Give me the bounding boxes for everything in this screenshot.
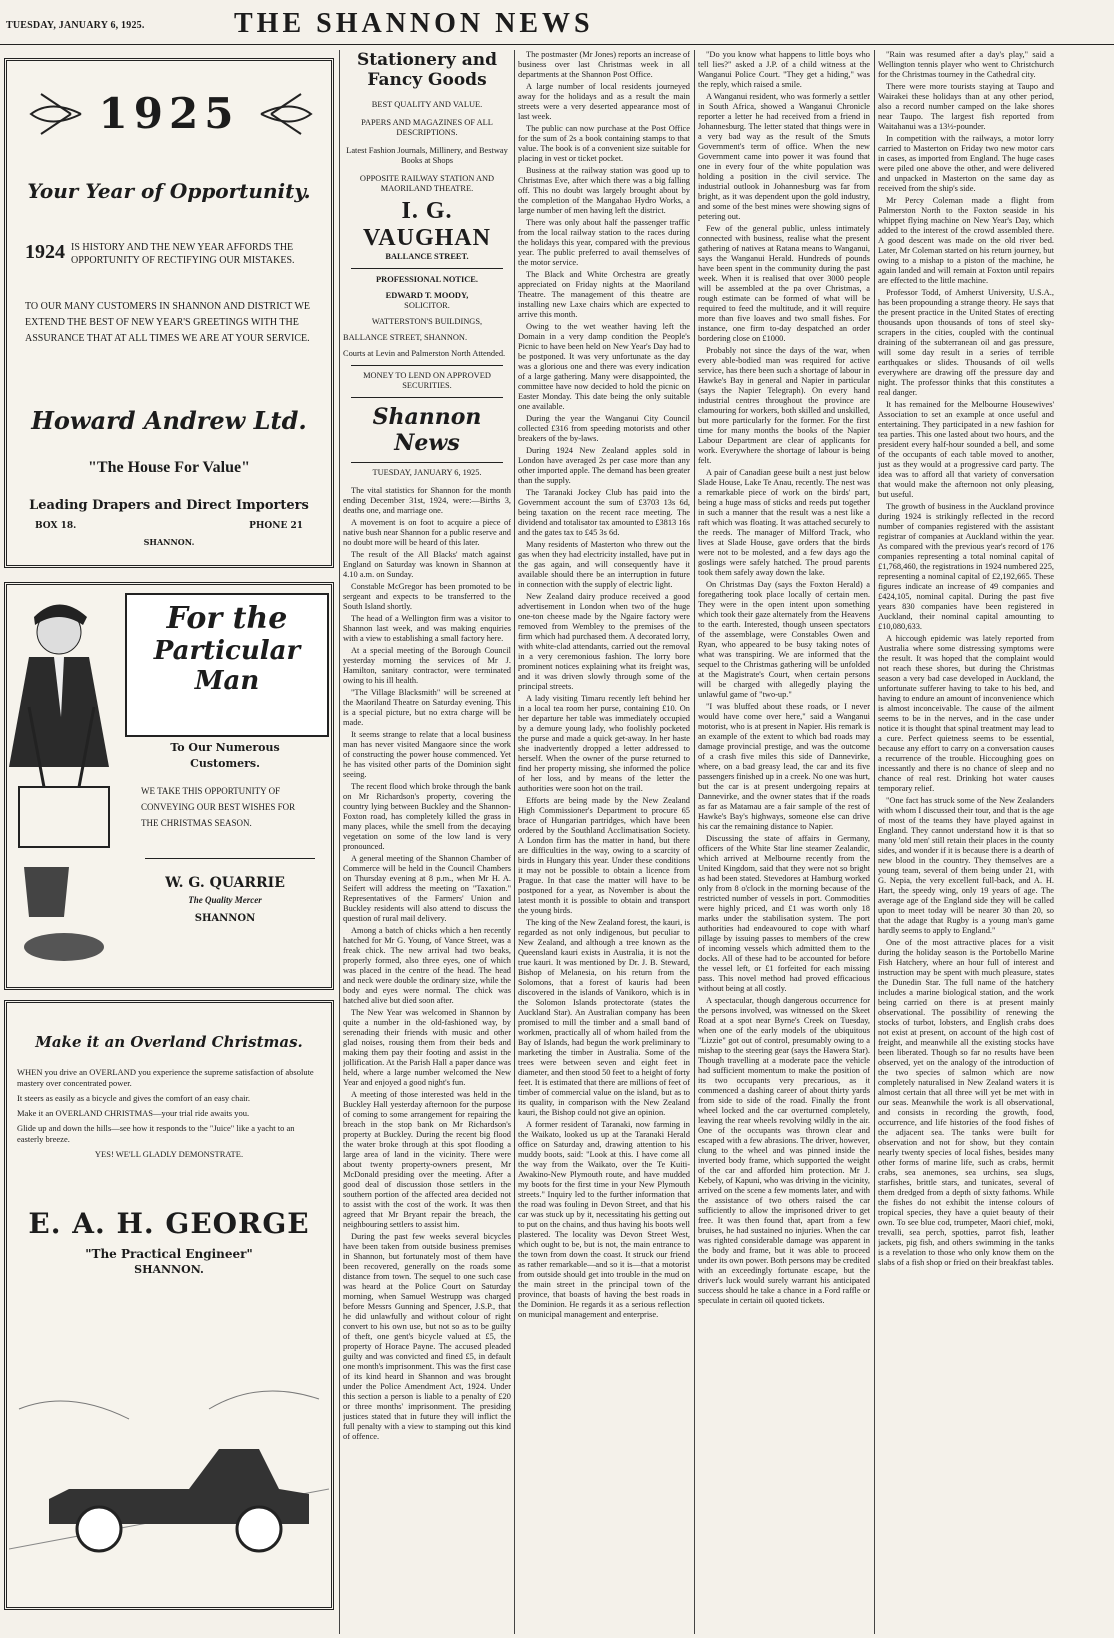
article: Owing to the wet weather having left the Domain in a very damp condition the People's Picnic to have been held on New Year's Day had to be postponed. It was very unfortunate as the day was a glorious one and there was every indication of a large gathering. Many were disappointed, the committee have now decided to hold the picnic on Easter Monday. This date being the only suitable one available.	[518, 322, 690, 411]
notice-bldg: WATTERSTON'S BUILDINGS,	[371, 317, 483, 326]
article: A pair of Canadian geese built a nest just below Slade House, Lake Te Anau, recently. The nest was a remarkable piece of work on the birds' part, being a huge mass of sticks and reeds put together in such a manner that the result was a nest like a raft which was floating. It was attached securely to the reeds. The manager of Milford Track, who lives at Slade House, gave orders that the birds were not to be molested, and a few days ago the goslings were safely hatched. The proud parents took them safely away down the lake.	[698, 468, 870, 577]
car-p5: YES! WE'LL GLADLY DEMONSTRATE.	[94, 1149, 244, 1159]
article: A Wanganui resident, who was formerly a settler in South Africa, showed a Wanganui Chronicle reporter a letter he had received from a friend in Johannesburg. The letter stated that things were in a very bad way as the result of the Smuts Government's term of office. When the new Government came into power it was found that one in every four of the white population was holding a position in the civil service. The industrial outlook in Johannesburg was far from bright, as it was dependent upon the gold industry, and some of the best mines were showing signs of petering out.	[698, 92, 870, 221]
stationery-title-2: Fancy Goods	[367, 70, 487, 90]
article: Many residents of Masterton who threw out the gas when they had electricity installed, have put in the gas again, and will consequently have it available should there be an interruption in future in connection with the supply of electric light.	[518, 540, 690, 589]
article: The head of a Wellington firm was a visitor to Shannon last week, and was making enquiries with a view to establishing a small factory here.	[343, 614, 511, 643]
stationery-l3: Latest Fashion Journals, Millinery, and Bestway Books at Shops	[346, 146, 508, 165]
article: In competition with the railways, a motor lorry carried to Masterton on Friday two new motor cars in cases, as imported from England. The huge cases were piled one above the other, and were delivered and unpacked in Masterton on the same day as received from the ship's side.	[878, 134, 1054, 193]
article: The Black and White Orchestra are greatly appreciated on Friday nights at the Maoriland Theatre. The management of this theatre are installing new Laxe chairs which are expected to arrive this month.	[518, 270, 690, 319]
article: The vital statistics for Shannon for the month ending December 31st, 1924, were:—Births 3, deaths one, and marriage one.	[343, 486, 511, 515]
notice-rule	[351, 365, 503, 366]
car-p3: Make it an OVERLAND CHRISTMAS—your trial ride awaits you.	[17, 1108, 250, 1118]
article: On Christmas Day (says the Foxton Herald) a foregathering took place locally of certain men. They were in the open intent upon something which took their gaze alternately from the Heavens to the earth. Interested, though unseen spectators of the assemblage, were Constables Owen and Ryan, who appeared to be busy taking notes of what was transpiring. We are informed that the sequel to the Christmas gathering will be unfolded at the Magistrate's Court, when certain persons will be charged with allegedly playing the unlawful game of "two-up."	[698, 580, 870, 699]
article: Probably not since the days of the war, when every able-bodied man was required for active service, has there been such a shortage of labour in Hawke's Bay in general and Napier in particular (says the Napier Telegraph). On every hand industrial centres throughout the province are clamouring for workers, both skilled and unskilled, but more particularly for the former. For the first time for many months the books of the Napier Labour Department are clear of applicants for work. Everywhere the shortage of labour is being felt.	[698, 346, 870, 465]
column-3	[698, 50, 870, 1634]
year-tagline: Your Year of Opportunity.	[27, 179, 311, 203]
header-rule	[0, 44, 1114, 45]
article: The New Year was welcomed in Shannon by quite a number in the old-fashioned way, by serenading their friends with music and other glad noises, rousing them from their beds and making them pay their footing and assist in the jollification. At the Parish Hall a paper dance was held, where a large number welcomed the New Year and enjoyed a good night's fun.	[343, 1008, 511, 1087]
article: Few of the general public, unless intimately connected with business, realise what the present gathering of natives at Ratana means to Wanganui, says the Wanganui Herald. Hundreds of pounds have been spent in the community during the past week. When it is realised that over 3000 people will be assembled at the pa over Christmas, a rough estimate can be formed of what will be required to feed the multitude, and it will require more than five loaves and two small fishes. For instance, one firm to-day despatched an order bordering close on £1000.	[698, 224, 870, 343]
article: It has remained for the Melbourne Housewives' Association to set an example at once useful and entertaining. They participated in a new fashion for tea parties. This one lasted about two hours, and the president every half-hour sounded a bell, and some of the occupants of each table moved to another, just as they would at a progressive card party. The idea was to afford all that variety of conversation that would make the afternoon not only pleasing, but useful.	[878, 400, 1054, 499]
article: A spectacular, though dangerous occurrence for the persons involved, was witnessed on the Skeet Road at a spot near Byrne's Creek on Tuesday, when one of the early models of the ubiquitous "Lizzie" got out of control, presumably owing to a mishap to the steering gear (says the Hawera Star). Though travelling at a moderate pace the vehicle had sufficient momentum to make the position of its two occupants very precarious, as it commenced a dashing career of about thirty yards from side to side of the road. Finally the front wheel locked and the car overturned completely, leaving the rear wheels revolving wildly in the air. One of the occupants was thrown clear and escaped with a few abrasions. The driver, however, clung to the wheel and was pinned inside the inverted body frame, which supported the weight of the car and afforded him protection. Mr J. Kebely, of Kapuni, who was driving in the vicinity, arrived on the scene a few moments later, and with the assistance of two others raised the car sufficiently to allow the imprisoned driver to get free. It was then found that, apart from a few bruises, he had sustained no injuries. When the car was righted considerable damage was apparent in the body and frame, but it was able to proceed under its own power. Both persons may be credited with an exceedingly fortunate escape, but the driver's luck would surely warrant his anticipated success should he take a chance in a Ford raffle or speculate in certain oil quoted tickets.	[698, 996, 870, 1305]
article: Constable McGregor has been promoted to be sergeant and expects to be transferred to the South Island shortly.	[343, 582, 511, 611]
notice-addr: BALLANCE STREET, SHANNON.	[343, 333, 468, 342]
article: A movement is on foot to acquire a piece of native bush near Shannon for a public reserve and no doubt more will be heard of this later.	[343, 518, 511, 547]
notice-title: PROFESSIONAL NOTICE.	[376, 275, 478, 284]
car-text	[17, 1067, 321, 1160]
man-body: WE TAKE THIS OPPORTUNITY OF CONVEYING OUR BEST WISHES FOR THE CHRISTMAS SEASON.	[141, 786, 296, 828]
firm-town: SHANNON.	[143, 537, 195, 547]
stationery-street: BALLANCE STREET.	[385, 252, 469, 261]
article: The postmaster (Mr Jones) reports an increase of business over last Christmas week in all departments at the Shannon Post Office.	[518, 50, 690, 79]
ad-howard-andrew	[4, 58, 334, 568]
article: The recent flood which broke through the bank on Mr Richardson's property, covering the country lying between Buckley and the Shannon-Foxton road, has completely killed the grass in many places, while the smell from the decaying vegetation on some of the low land is very pronounced.	[343, 782, 511, 851]
article: A large number of local residents journeyed away for the holidays and as a result the main streets were a very deserted appearance most of last week.	[518, 82, 690, 121]
article: "The Village Blacksmith" will be screened at the Maoriland Theatre on Saturday evening. This is a special picture, but no extra charge will be made.	[343, 688, 511, 727]
car-p4: Glide up and down the hills—see how it responds to the "Juice" like a yacht to an easterly breeze.	[17, 1123, 295, 1144]
article: There was only about half the passenger traffic from the local railway station to the races during the holidays this year, compared with the previous year. The public preferred to avail themselves of the motor service.	[518, 218, 690, 267]
car-title: Make it an Overland Christmas.	[35, 1033, 303, 1051]
notice-name: EDWARD T. MOODY,	[385, 291, 469, 300]
car-dealer-town: SHANNON.	[134, 1263, 204, 1276]
article: "Rain was resumed after a day's play," said a Wellington tennis player who went to Christchurch for the Christmas tourney in the Cathedral city.	[878, 50, 1054, 79]
masthead: THE SHANNON NEWS	[234, 8, 594, 39]
notice-money: MONEY TO LEND ON APPROVED SECURITIES.	[363, 371, 491, 390]
article: There were more tourists staying at Taupo and Wairakei these holidays than at any other period, also a record number camped on the lake shores near Taupo. The largest fish reported from Waitahanui was a 13½-pounder.	[878, 82, 1054, 131]
article: It seems strange to relate that a local business man has never visited Mangaore since the work of constructing the power house commenced. Yet he has visited other parts of the Dominion sight seeing.	[343, 730, 511, 779]
column-4	[878, 50, 1054, 1634]
masthead-2: Shannon News	[372, 404, 482, 456]
article: During the year the Wanganui City Council collected £316 from speeding motorists and other breakers of the by-laws.	[518, 414, 690, 443]
article: The result of the All Blacks' match against England on Saturday was known in Shannon at 4.10 a.m. on Sunday.	[343, 550, 511, 579]
article: A hiccough epidemic was lately reported from Australia where some distressing symptoms were the result. It was hoped that the complaint would not reach these shores, but during the Christmas season a very bad case developed in Auckland, the unfortunate sufferer having to take to his bed, and having to endure an amount of inconvenience which is almost inconceivable. The cause of the ailment seems to be in the nerves, and in the case under notice it is thought that spinal treatment may lead to a cure. Perfect quietness seems to be essential, because any effort to carry on a conversation causes a recurrence of the trouble. Hiccoughing goes on incessantly and there is no chance of sleep and no chance of real rest. Drinking hot water causes temporary relief.	[878, 634, 1054, 793]
column-1	[343, 50, 511, 1634]
column-rule-3	[694, 50, 695, 1634]
car-illustration	[9, 1289, 329, 1599]
column-2	[518, 50, 690, 1634]
stationery-title-1: Stationery and	[357, 50, 497, 70]
car-p1: WHEN you drive an OVERLAND you experience the supreme satisfaction of absolute mastery over concentrated power.	[17, 1067, 314, 1088]
man-greet-1: To Our Numerous	[170, 741, 280, 754]
header-date: TUESDAY, JANUARY 6, 1925.	[6, 20, 145, 31]
man-tag: The Quality Mercer	[188, 895, 262, 905]
article: A former resident of Taranaki, now farming in the Waikato, looked us up at the Taranaki Herald office on Saturday and, drawing attention to his muddy boots, said: "Look at this. I have come all the way from the Waikato, over the Te Kuiti-Awakino-New Plymouth route, and have mudded my boots for the first time in your New Plymouth streets." Inquiry led to the further information that the road was fouling in Devon Street, and that his car was stuck up by it, necessitating his getting out to put on the chains, and thus having his boots well plastered. The locality was Devon Street West, which ought to be, but is not, the main entrance to the town from down the coast. It struck our friend as rather remarkable—and so it is—that a motorist from outside should get into trouble in the mud on the main street in the principal town of the province, that boasts of having the best roads in the Dominion. He regards it as a serious reflection on municipal management and enterprise.	[518, 1120, 690, 1319]
firm-phone: PHONE 21	[249, 521, 303, 531]
stationery-l1: BEST QUALITY AND VALUE.	[371, 100, 483, 109]
article: The king of the New Zealand forest, the kauri, is regarded as not only indigenous, but peculiar to New Zealand, and although a tree known as the Queensland kauri exists in Australia, it is not the true kauri. It was mentioned by Dr. J. B. Steward, Bishop of Melanesia, on his return from the Solomons, that a forest of kauris had been discovered in the islands of Vanikoro, which is in the Solomon Islands protectorate (states the Auckland Star). An Australian company has been promised to mill the timber and a small band of workmen, practically all of whom hailed from the Bay of Islands, had begun the work preliminary to marketing the timber in Australia. Some of the trees were between seven and eight feet in diameter, and then stood 50 feet to a height of forty feet. It is estimated that there are millions of feet of timber of commercial value on the island, but as to its quality, in comparison with the New Zealand kauri, the Bishop could not give an opinion.	[518, 918, 690, 1117]
article: During 1924 New Zealand apples sold in London have averaged 2s per case more than any other imported apple. The demand has been greater than the supply.	[518, 446, 690, 485]
article: A meeting of those interested was held in the Buckley Hall yesterday afternoon for the purpose of coming to some arrangement for repairing the breach in the stop bank on Mr Richardson's property at Buckley. During the recent big flood the water broke through at this spot flooding a large area of land in the vicinity. There were about twenty property-owners present, Mr McDonald presiding over the meeting. After a good deal of discussion those settlers in the southern portion of the affected area decided not to assist with the cost of the work. It was then agreed that Mr Bryant repair the breach, the neighbouring settlers to assist him.	[343, 1090, 511, 1229]
notice-role: SOLICITOR.	[404, 301, 450, 310]
car-p2: It steers as easily as a bicycle and gives the comfort of an easy chair.	[17, 1093, 250, 1103]
article: At a special meeting of the Borough Council yesterday morning the services of Mr J. Hamilton, sanitary contractor, were terminated owing to his ill health.	[343, 646, 511, 685]
year-lead: 1924	[25, 241, 65, 263]
year-body-1-text: IS HISTORY AND THE NEW YEAR AFFORDS THE OPPORTUNITY OF RECTIFYING OUR MISTAKES.	[71, 242, 295, 266]
car-dealer: E. A. H. GEORGE	[28, 1207, 310, 1240]
man-title	[125, 593, 329, 737]
article: One of the most attractive places for a visit during the holiday season is the Portobello Marine Fish Hatchery, where an hour full of interest and instruction may be spent with much pleasure, states the Dunedin Star. The full name of the hatchery includes a marine biological station, and the work being carried on there is at present mainly observational. The possibility of renewing the stocks of turbot, lobsters, and English crabs does not exist at present, on account of the high cost of freight, and meanwhile all the existing stocks have been liberated. Though so far no results have been observed, yet on the analogy of the introduction of the two species of salmon which are now completely naturalised in New Zealand waters it is almost certain that all three will yet be met with in our seas. Meanwhile the work is all observational, and consists in recording the growth, food, occurrence, and life histories of the food fishes of the adjacent sea. The tanks were built for observation and not for show, but they contain nearly twenty species of local fishes, besides many other forms of marine life, such as crabs, hermit crabs, sea anemones, sea urchins, sea slugs, starfishes, brittle stars, and tunicates, several of them dredged from a depth of sixty fathoms. While the fishes do not exhibit the intense colours of tropical species, they have a quiet beauty of their own. To see blue cod, trumpeter, Maori chief, moki, trevalli, sea perch, spotties, parrot fish, leather jackets, pig fish, and others swimming in the tanks is a revelation to those who only know them on the slabs of a fish shop or fried on their breakfast tables.	[878, 938, 1054, 1267]
year-body-1	[25, 241, 315, 267]
firm-box: BOX 18.	[35, 521, 77, 531]
car-dealer-tag: "The Practical Engineer"	[85, 1247, 253, 1261]
article: New Zealand dairy produce received a good advertisement in London when two of the huge one-ton cheese made by the Ngaire factory were removed from Wembley to the premises of the firm which had purchased them. A decorated lorry, with white-clad attendants, carried out the removal in a very ceremonious fashion. The lorry bore prominent notices explaining what its freight was, and it was driven slowly through some of the principal streets.	[518, 592, 690, 691]
page-header	[0, 0, 1114, 44]
stationery-l4: OPPOSITE RAILWAY STATION AND MAORILAND THEATRE.	[359, 174, 495, 193]
man-title-2: Particular Man	[153, 636, 301, 696]
article: A general meeting of the Shannon Chamber of Commerce will be held in the Council Chambers on Thursday evening at 8 p.m., when Mr H. A. Seifert will address the meeting on "Taxation." Representatives of the Farmers' Union and Buckley residents will also attend to discuss the question of rural mail delivery.	[343, 854, 511, 923]
stationery-name: I. G. VAUGHAN	[363, 198, 491, 251]
year-body-2: TO OUR MANY CUSTOMERS IN SHANNON AND DISTRICT WE EXTEND THE BEST OF NEW YEAR'S GREETINGS WITH THE ASSURANCE THAT AT ALL TIMES WE ARE AT YOUR SERVICE.	[25, 301, 311, 344]
firm-motto: "The House For Value"	[88, 459, 250, 476]
ad-quarrie	[4, 582, 334, 990]
gentleman-illustration	[9, 587, 129, 987]
stationery-rule	[351, 268, 503, 269]
notice-rule-2	[351, 397, 503, 398]
article: Efforts are being made by the New Zealand High Commissioner's Department to procure 65 brace of Hungarian partridges, which have been ordered by the Southland Acclimatisation Society. A London firm has the matter in hand, but there are difficulties in the way, owing to a scarcity of birds in Hungary this year. Under these conditions it may not be possible to obtain a licence from Prague. In that case the matter will have to be postponed for a year, as November is about the latest month it is possible to obtain and transport the young birds.	[518, 796, 690, 915]
ad-overland	[4, 1000, 334, 1610]
article: "I was bluffed about these roads, or I never would have come over here," said a Wanganui motorist, who is at present in Napier. His remark is an example of the extent to which bad roads may damage provincial prestige, and was the outcome of a crash five miles this side of Dannevirke, where, on a bad greasy lead, the car and its five passengers finished up in a creek. No one was hurt, but the car is at present undergoing repairs at Dannevirke, and the owner states that if the roads as far as Matamau are a fair sample of the rest of Hawke's Bay's highways, someone else can drive his car the remaining distance to Napier.	[698, 702, 870, 831]
article: The Taranaki Jockey Club has paid into the Government account the sum of £3703 13s 6d, being taxation on the recent race meeting. The dividend and totalisator tax amounted to £3813 16s and the gates tax to £45 3s 6d.	[518, 488, 690, 537]
article: The growth of business in the Auckland province during 1924 is strikingly reflected in the record number of companies registered with the assistant registrar of companies at Auckland within the year. As compared with the previous year's record of 176 companies representing a total nominal capital of £1,768,460, the registrations in 1924 numbered 225, representing a nominal capital of £2,192,665. These figures indicate an increase of 49 companies and £424,105, nominal capital. During the past five years 830 companies have been registered in Auckland, their nominal capital amounting to £10,080,633.	[878, 502, 1054, 631]
man-greet-2: Customers.	[190, 757, 260, 770]
man-rule	[145, 858, 315, 859]
man-title-1: For the	[166, 601, 288, 636]
article: A lady visiting Timaru recently left behind her in a local tea room her purse, containing £10. On her departure her table was immediately occupied by a demure young lady, who foolishly pocketed the purse and made a quick get-away. In her haste she inadvertently dropped a letter addressed to herself. When the owner of the purse returned to find her property missing, she informed the police of her loss, and by means of the letter the authorities were soon hot on the trail.	[518, 694, 690, 793]
article: During the past few weeks several bicycles have been taken from outside business premises in Shannon, but fortunately most of them have been recovered, generally on the roads some distance from town. The sequel to one such case was heard at the Police Court on Saturday morning, when Samuel Westrupp was charged before Messrs Gunning and Spencer, J.S.P., that he did unlawfully and without colour of right convert to his own use, but not so as to be guilty of theft, one gent's bicycle valued at £5, the property of Horace Payne. The accused pleaded guilty and was convicted and fined £5, in default one month's imprisonment. This was the first case of its kind heard in Shannon and was brought under the Police Amendment Act, 1924. Under this section a person is liable to a penalty of £20 or three months' imprisonment. The presiding justices stated that in future they will inflict the full penalty with a view to stamping out this kind of offence.	[343, 1232, 511, 1441]
article: "Do you know what happens to little boys who tell lies?" asked a J.P. of a child witness at the Wanganui Police Court. "They get a hiding," was the reply, which raised a smile.	[698, 50, 870, 89]
article: Mr Percy Coleman made a flight from Palmerston North to the Foxton seaside in his whippet flying machine on New Year's Day, which added to the interest of the crowd assembled there. A good descent was made on the old river bed. Later, Mr Coleman started on his return journey, but owing to a mishap to a piston of the machine, he again landed and will remain at Foxton until repairs are effected to the little machine.	[878, 196, 1054, 285]
stationery-l2: PAPERS AND MAGAZINES OF ALL DESCRIPTIONS.	[361, 118, 493, 137]
column-rule-4	[874, 50, 875, 1634]
article: The public can now purchase at the Post Office for the sum of 2s a book containing stamps to that value. The book is of a convenient size suitable for placing in vest or ticket pocket.	[518, 124, 690, 163]
masthead-2-rule	[351, 462, 503, 463]
date-2: TUESDAY, JANUARY 6, 1925.	[372, 468, 482, 477]
year-banner: 1925	[98, 89, 240, 138]
notice-courts: Courts at Levin and Palmerston North Attended.	[343, 349, 506, 358]
article: Among a batch of chicks which a hen recently hatched for Mr G. Young, of Vance Street, was a freak chick. The new arrival had two beaks, properly formed, also three eyes, one of which was placed in the centre of the head. The head and neck were double the ordinary size, while the body and eyes were normal. The chick was hatched alive but died soon after.	[343, 926, 511, 1005]
man-name: W. G. QUARRIE	[165, 875, 285, 891]
article: Professor Todd, of Amherst University, U.S.A., has been propounding a strange theory. He says that the present practice in the United States of erecting thousands upon thousands of tons of steel sky-scrapers in the cities, coupled with the continual draining of the subterranean oil and gas pressure, will some day result in a series of terrible earthquakes or slides. Thousands of oil wells everywhere are drawing off the pressure day and night. The professor thinks that this constitutes a real danger.	[878, 288, 1054, 397]
man-town: SHANNON	[194, 913, 256, 924]
firm-name: Howard Andrew Ltd.	[31, 406, 307, 435]
firm-sub: Leading Drapers and Direct Importers	[29, 498, 309, 513]
article: Discussing the state of affairs in Germany, officers of the White Star line steamer Zealandic, which arrived at Melbourne recently from the United Kingdom, said that they were not so bright as had been stated. Stevedores at Hamburg worked only from 8 o'clock in the morning because of the restricted number of vessels in port. Commodities were highly priced, and £1 was worth only 18 marks under the stabilisation system. The port authorities had endeavoured to cope with wharf pillage by issuing passes to members of the crew of incoming vessels which admitted them to the docks. All of these had to be accounted for before the vessel left, or £1 forfeited for each missing pass. This novel method had proved efficacious without being at all costly.	[698, 834, 870, 993]
article: "One fact has struck some of the New Zealanders with whom I discussed their tour, and that is the age of most of the teams they have played against in England. They cannot understand how it is that so many 'old men' still retain their places in the county sides, and wonder if it is because there is a dearth of new blood in the country. They themselves are a young team, several of them being under 21, with G. Nepia, the very excellent full-back, and A. H. Hart, the speedy wing, only 19 years of age. The average age of the England side they will be called upon to meet today will be nearer 30 than 20, so that the adage that Rugby is a young man's game hardly seems to apply to England."	[878, 796, 1054, 935]
article: Business at the railway station was good up to Christmas Eve, after which there was a big falling off. This no doubt was largely brought about by the completion of the Mangahao Hydro Works, a large number of men having left the district.	[518, 166, 690, 215]
column-rule-2	[514, 50, 515, 1634]
column-rule-1	[339, 50, 340, 1634]
